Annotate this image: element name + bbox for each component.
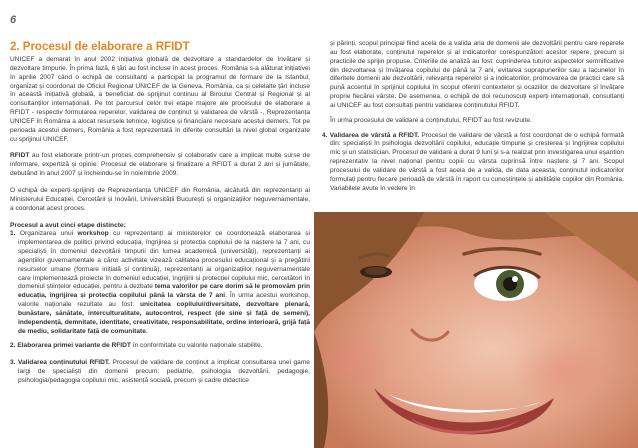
right-column (322, 40, 624, 194)
step-2 (10, 342, 310, 351)
step-1-theme: tema valorilor pe care dorim să le promovăm prin educația, îngrijirea și protecția copilului până la vârsta de 7 ani (18, 283, 310, 300)
step-3-lead: Validarea conținutului RFIDT. (15, 359, 111, 367)
step-1 (10, 230, 310, 336)
step-3-number: 3. (10, 359, 16, 367)
child-photo (314, 212, 638, 448)
step-1-text-e: . În urma acestui workshop, valorile naționale rezultate au fost: (18, 292, 310, 309)
step-2-text: în conformitate cu valorile naționale stabilite. (130, 342, 263, 350)
step-2-number: 2. (10, 342, 16, 350)
page-number: 6 (10, 14, 17, 26)
step-1-values: unicitatea copilului/diversitate, dezvoltare plenară, bunăstare, sănătate, interculturalitate, autocontrol, respect (de sine și față de semeni), independență, demnitate, identitate, creativitate, responsabilitate, ordine interioară, grijă față de mediu, solidaritate față de comunitate (18, 301, 310, 335)
step-2-lead: Elaborarea primei variante de RFIDT (15, 342, 131, 350)
paragraph-team: O echipă de experți-sprijiniți de Reprezentanța UNICEF din România, alcătuită din reprezentanți ai Ministerului Educației, Cercetării și Inovării, Universității București și organizațiilor neguvernamentale, a coordonat acest proces. (10, 186, 310, 212)
step-4-lead: Validarea de vârstă a RFIDT. (327, 131, 420, 139)
step-3-continued: și părinți, scopul principal fiind acela de a valida aria de domenii ale dezvoltării pentru care reperele au fost elaborate, conținutul reperelor și al indicatorilor corespunzători acestor repere, precum și practicile de sprijin propuse. Criteriile de analiză au fost: cuprinderea tuturor aspectelor semnificative din dezvoltarea și învățarea copilului de până la 7 ani, evitarea suprapunerilor sau a lacunelor în diferitele domenii ale dezvoltării, relevanța reperelor și a indicatorilor, promovarea de practici care să pună accentul în sprijinul copilului în scopul oferirii contextelor și ocaziilor de dezvoltare și învățare proprie fiecărei vârste. De asemenea, o echipă de doi recunoscuți experți internaționali, consultanți ai UNICEF au fost consultați pentru validarea conținutului RFIDT. (330, 40, 624, 109)
step-4-text: Procesul de validare de vârstă a fost coordonat de o echipă formată din: specialiști în psihologia dezvoltării copilului, educație timpurie și creșterea și îngrijirea copilului mic și un statistician. Procesul de validare a durat 9 luni și s-a realizat prin investigarea unui eșantion reprezentativ la nivel național pentru copiii cu vârsta cuprinsă între naștere și 7 ani. Scopul procesului de validare de vârstă a fost acela de a valida, de data aceasta, conținutul indicatorilor formulați pentru fiecare perioadă de vârstă în raport cu cunoștințele și abilitățile copiilor din România. Variabilele avute în vedere în (330, 131, 624, 192)
step-1-number: 1. (10, 230, 16, 238)
left-column (10, 40, 310, 394)
step-3 (10, 359, 310, 386)
step-3-revision: În urma procesului de validare a conținutului, RFIDT au fost revizuite. (330, 116, 532, 124)
step-3-text: Procesul de validare de conținut a implicat consultarea unei game largi de specialiști din domenii precum: pediatrie, psihologia dezvoltării, pedagogie, psihologia/pedagogia copilului mic, asistență socială, precum și cadre didactice (18, 359, 310, 384)
step-1-text-a: Organizarea unui (15, 230, 78, 238)
paragraph-rfidt (10, 152, 310, 179)
step-4-number: 4. (322, 131, 328, 139)
section-title: 2. Procesul de elaborare a RFIDT (10, 41, 190, 53)
rfidt-lead: RFIDT (10, 152, 30, 160)
step-4 (322, 132, 624, 194)
steps-intro (10, 222, 310, 231)
step-1-end: . (145, 327, 148, 335)
steps-intro-text: Procesul a avut cinci etape distincte: (10, 221, 126, 229)
paragraph-rfidt-text: au fost elaborate printr-un proces comprehensiv și colaborativ care a implicat multe surse de informare, expertiză și opinie. Procesul de elaborare și finalizare a RFIDT a durat 2 ani și jumătate, debutând în anul 2007 și încheindu-se în noiembrie 2009. (10, 152, 310, 178)
step-1-workshop: workshop (77, 230, 109, 238)
child-face-illustration (314, 212, 638, 448)
step-1-text-c: cu reprezentanți ai ministerelor ce coordonează elaborarea și implementarea de politici privind educația, îngrijirea și protecția copilului de la naștere la 7 ani, cu specialiști în domeniul dezvoltării timpurii din lumea academică (universități), reprezentanți ai agențiilor guvernamentale a căror activitate vizează calitatea procesului educațional și a pregătirii resurselor umane (formare inițială și continuă), reprezentanți ai organizațiilor neguvernamentale care implementează proiecte în domeniul educației, îngrijirii și protecției copilului mic, cercetători în domeniul științelor educației, pentru a dezbate (18, 230, 310, 291)
paragraph-intro: UNICEF a demarat în anul 2002 inițiativa globală de dezvoltare a standardelor de învățare și dezvoltare timpurie. În prima fază, 6 țări au fost incluse în acest proces. România s-a alăturat inițiativei în aprilie 2007 când o echipă de consultanți a participat la programul de formare de la Istanbul, organizat și coordonat de Oficiul Regional UNICEF de la Geneva. România, ca și celelalte țări incluse în această inițiativă globală, a beneficiat de sprijinul continuu al Biroului Central și Regional și al consultanților internaționali. Pe tot parcursul celor trei etape majore ale procesului de elaborare a RFIDT - respectiv formularea reperelor, validarea de conținut și validarea de vârstă -, Reprezentanța UNICEF în România a alocat resursele tehnice, logistice și financiare necesare acestui demers. Tot pe perioada acestui demers, România a fost reprezentată în diferite consultări la nivel global organizate cu sprijinul UNICEF. (10, 56, 310, 143)
